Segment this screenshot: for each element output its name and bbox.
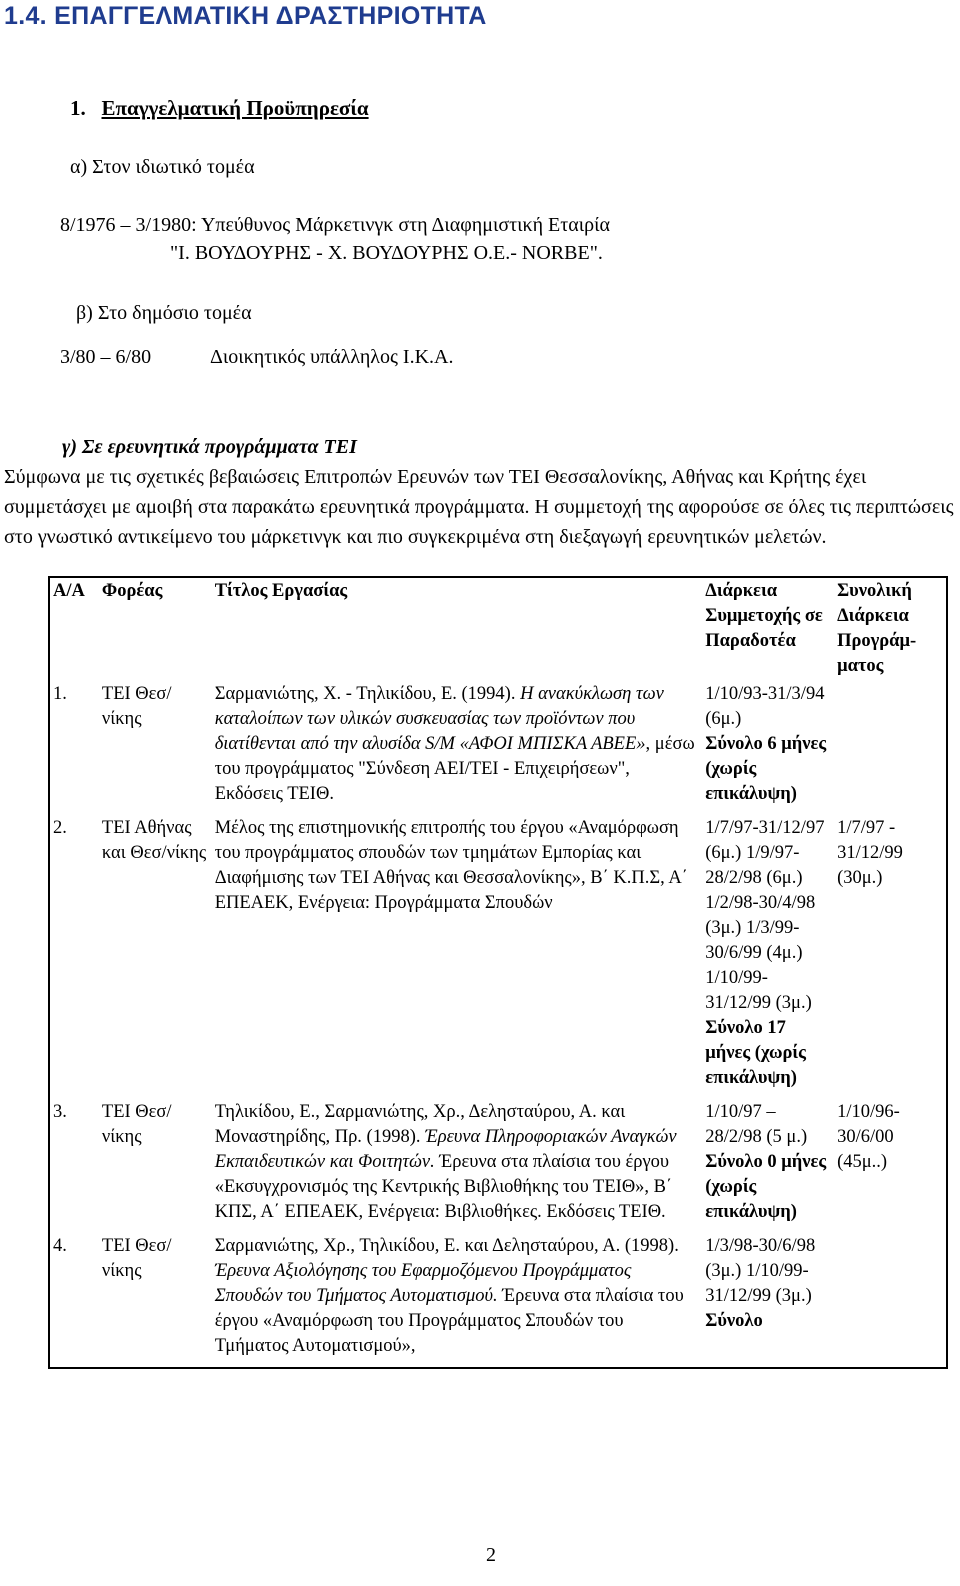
row-foreas: ΤΕΙ Αθήνας και Θεσ/νίκης (101, 818, 207, 863)
row-total: 1/7/97 - 31/12/99 (30μ.) (837, 818, 903, 888)
research-paragraph: Σύμφωνα με τις σχετικές βεβαιώσεις Επιτροπών Ερευνών των ΤΕΙ Θεσσαλονίκης, Αθήνας και Κρήτης έχει συμμετάσχει με αμοιβή στα παρακάτω ερευνητικά προγράμματα. Η συμμετοχή της αφορούσε σε όλες τις περιπτώσεις στο γνωστικό αντικείμενο του μάρκετινγκ και πιο συγκεκριμένα στη διεξαγωγή ερευνητικών μελετών. (4, 466, 954, 548)
row-foreas: ΤΕΙ Θεσ/νίκης (101, 1236, 172, 1281)
row-duration: 1/10/97 – 28/2/98 (5 μ.) Σύνολο 0 μήνες (χωρίς επικάλυψη) (705, 1102, 827, 1222)
page-number: 2 (486, 1544, 496, 1566)
row-duration: 1/10/93-31/3/94 (6μ.) Σύνολο 6 μήνες (χωρίς επικάλυψη) (705, 684, 827, 804)
row-title: Μέλος της επιστημονικής επιτροπής του έργου «Αναμόρφωση του προγράμματος σπουδών των τμημάτων Εμπορίας και Διαφήμισης των ΤΕΙ Αθήνας και Θεσσαλονίκης», Β΄ Κ.Π.Σ, Α΄ ΕΠΕΑΕΚ, Ενέργεια: Προγράμματα Σπουδών (214, 818, 688, 913)
table-row (49, 1233, 947, 1368)
private-sector-role-1: Υπεύθυνος Μάρκετινγκ στη Διαφημιστική Εταιρία (200, 214, 611, 236)
research-section (4, 432, 954, 552)
private-sector-period: 8/1976 – 3/1980: (60, 214, 197, 236)
row-aa: 1. (53, 684, 67, 704)
row-duration: 1/7/97-31/12/97 (6μ.) 1/9/97-28/2/98 (6μ.) 1/2/98-30/4/98 (3μ.) 1/3/99-30/6/99 (4μ.) 1/10/99-31/12/99 (3μ.) Σύνολο 17 μήνες (χωρίς επικάλυψη) (705, 818, 825, 1088)
row-foreas: ΤΕΙ Θεσ/νίκης (101, 684, 172, 729)
row-title: Σαρμανιώτης, Χ. - Τηλικίδου, Ε. (1994). Η ανακύκλωση των καταλοίπων των υλικών συσκευασίας των προϊόντων που διατίθενται από την αλυσίδα S/M «ΑΦΟΙ ΜΠΙΣΚΑ ΑΒΕΕ», μέσω του προγράμματος "Σύνδεση ΑΕΙ/ΤΕΙ - Επιχειρήσεων", Εκδόσεις ΤΕΙΘ. (214, 684, 695, 804)
row-title: Τηλικίδου, Ε., Σαρμανιώτης, Χρ., Δελησταύρου, Α. και Μοναστηρίδης, Πρ. (1998). Έρευνα Πληροφοριακών Αναγκών Εκπαιδευτικών και Φοιτητών. Έρευνα στα πλαίσια του έργου «Εκσυγχρονισμός της Κεντρικής Βιβλιοθήκης του ΤΕΙΘ», Β΄ ΚΠΣ, Α΄ ΕΠΕΑΕΚ, Ενέργεια: Βιβλιοθήκες. Εκδόσεις ΤΕΙΘ. (214, 1102, 677, 1222)
private-sector-label: α) Στον ιδιωτικό τομέα (70, 156, 255, 178)
public-sector-period: 3/80 – 6/80 (60, 346, 152, 368)
subheading-title: Επαγγελματική Προϋπηρεσία (101, 96, 369, 120)
row-total: 1/10/96-30/6/00 (45μ..) (837, 1102, 900, 1172)
subheading (70, 96, 369, 121)
row-duration: 1/3/98-30/6/98 (3μ.) 1/10/99-31/12/99 (3μ.) Σύνολο (705, 1236, 816, 1331)
row-title: Σαρμανιώτης, Χρ., Τηλικίδου, Ε. και Δελησταύρου, Α. (1998). Έρευνα Αξιολόγησης του Εφαρμοζόμενου Προγράμματος Σπουδών του Τμήματος Αυτοματισμού. Έρευνα στα πλαίσια του έργου «Αναμόρφωση του Προγράμματος Σπουδών του Τμήματος Αυτοματισμού», (214, 1236, 684, 1356)
header-total: Συνολική Διάρκεια Προγράμ-ματος (837, 581, 917, 676)
header-title: Τίτλος Εργασίας (214, 581, 348, 601)
public-sector-role: Διοικητικός υπάλληλος Ι.Κ.Α. (210, 346, 454, 368)
row-aa: 2. (53, 818, 67, 838)
table-row (49, 1099, 947, 1233)
header-aa: Α/Α (53, 581, 85, 601)
research-programs-table (48, 576, 948, 1369)
research-label: γ) Σε ερευνητικά προγράμματα ΤΕΙ (62, 436, 357, 458)
section-heading: 1.4. ΕΠΑΓΓΕΛΜΑΤΙΚΗ ΔΡΑΣΤΗΡΙΟΤΗΤΑ (4, 2, 487, 30)
private-sector-entry (60, 214, 610, 237)
row-total (834, 681, 947, 815)
row-total (834, 1233, 947, 1368)
table-row (49, 681, 947, 815)
row-aa: 4. (53, 1236, 67, 1256)
private-sector-role-2: "Ι. ΒΟΥΔΟΥΡΗΣ - Χ. ΒΟΥΔΟΥΡΗΣ Ο.Ε.- NORBE". (170, 242, 603, 264)
header-duration: Διάρκεια Συμμετοχής σε Παραδοτέα (705, 581, 823, 651)
header-foreas: Φορέας (101, 581, 163, 601)
subheading-number: 1. (70, 96, 86, 120)
table-header-row (49, 577, 947, 681)
table-row (49, 815, 947, 1099)
row-foreas: ΤΕΙ Θεσ/νίκης (101, 1102, 172, 1147)
row-aa: 3. (53, 1102, 67, 1122)
public-sector-label: β) Στο δημόσιο τομέα (76, 302, 252, 324)
